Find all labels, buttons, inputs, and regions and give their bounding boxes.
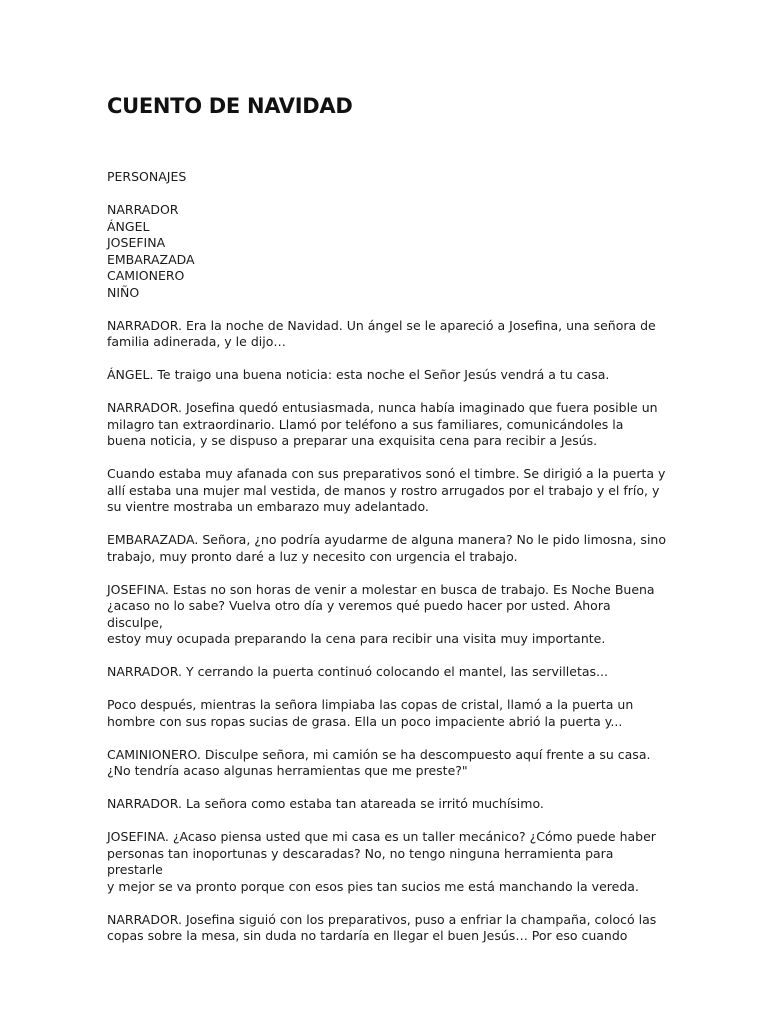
paragraph: EMBARAZADA. Señora, ¿no podría ayudarme de alguna manera? No le pido limosna, sino trabajo, muy pronto daré a luz y necesito con urgencia el trabajo.	[107, 532, 666, 564]
character-item: JOSEFINA	[107, 235, 166, 250]
character-item: EMBARAZADA	[107, 251, 195, 267]
characters-list	[107, 202, 667, 301]
paragraph: NARRADOR. La señora como estaba tan atareada se irritó muchísimo.	[107, 796, 544, 811]
paragraph: CAMINIONERO. Disculpe señora, mi camión se ha descompuesto aquí frente a su casa. ¿No tendría acaso algunas herramientas que me preste?"	[107, 746, 651, 778]
character-item: CAMIONERO	[107, 268, 185, 283]
paragraph: JOSEFINA. Estas no son horas de venir a molestar en busca de trabajo. Es Noche Buena ¿acaso no lo sabe? Vuelva otro día y veremos qué puedo hacer por usted. Ahora disculpe, estoy muy ocupada preparando la cena para recibir una visita muy importante.	[107, 581, 655, 646]
document-title: CUENTO DE NAVIDAD	[107, 94, 353, 118]
paragraph: NARRADOR. Josefina quedó entusiasmada, nunca había imaginado que fuera posible un milagro tan extraordinario. Llamó por teléfono a sus familiares, comunicándoles la buena noticia, y se dispuso a preparar una exquisita cena para recibir a Jesús.	[107, 400, 658, 448]
paragraph: NARRADOR. Y cerrando la puerta continuó colocando el mantel, las servilletas...	[107, 664, 608, 679]
paragraph: ÁNGEL. Te traigo una buena noticia: esta noche el Señor Jesús vendrá a tu casa.	[107, 367, 610, 382]
character-item: NIÑO	[107, 284, 140, 300]
paragraph: NARRADOR. Josefina siguió con los preparativos, puso a enfriar la champaña, colocó las copas sobre la mesa, sin duda no tardaría en llegar el buen Jesús… Por eso cuando	[107, 911, 657, 943]
characters-heading: PERSONAJES	[107, 169, 187, 184]
paragraph: NARRADOR. Era la noche de Navidad. Un ángel se le apareció a Josefina, una señora de familia adinerada, y le dijo…	[107, 317, 656, 349]
paragraph: Cuando estaba muy afanada con sus preparativos sonó el timbre. Se dirigió a la puerta y allí estaba una mujer mal vestida, de manos y rostro arrugados por el trabajo y el frío, y su vientre mostraba un embarazo muy adelantado.	[107, 466, 666, 514]
paragraph: Poco después, mientras la señora limpiaba las copas de cristal, llamó a la puerta un hombre con sus ropas sucias de grasa. Ella un poco impaciente abrió la puerta y...	[107, 697, 634, 729]
paragraph: JOSEFINA. ¿Acaso piensa usted que mi casa es un taller mecánico? ¿Cómo puede haber personas tan inoportunas y descaradas? No, no tengo ninguna herramienta para prestarle y mejor se va pronto porque con esos pies tan sucios me está manchando la vereda.	[107, 829, 656, 894]
character-item: ÁNGEL	[107, 218, 150, 234]
character-item: NARRADOR	[107, 202, 179, 217]
document-body	[107, 92, 667, 961]
